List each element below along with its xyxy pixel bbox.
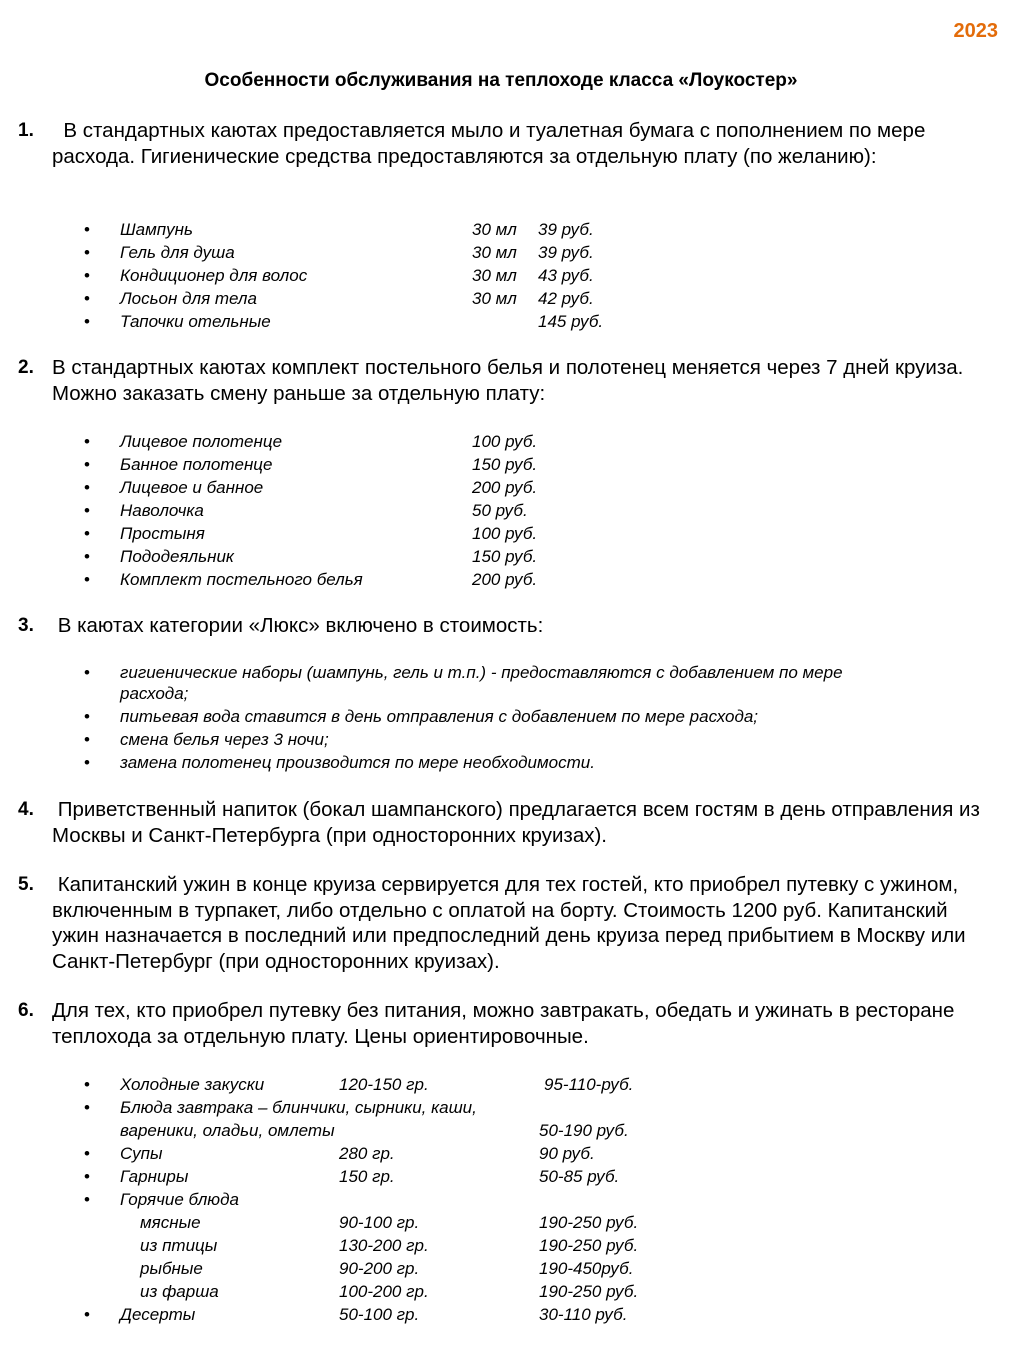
item-name: из птицы <box>140 1236 218 1255</box>
linen-list <box>84 430 984 591</box>
item-volume: 30 мл <box>472 266 517 285</box>
bullet-icon: • <box>84 289 90 308</box>
sub-item <box>84 1257 984 1280</box>
section-text: Для тех, кто приобрел путевку без питания, можно завтракать, обедать и ужинать в ресторане теплохода за отдельную плату. Цены ориентировочные. <box>52 999 961 1048</box>
bullet-icon: • <box>84 432 90 451</box>
item-price: 200 руб. <box>472 570 538 589</box>
bullet-icon: • <box>84 1144 90 1163</box>
sub-item <box>84 1211 984 1234</box>
item-name: Кондиционер для волос <box>120 266 308 285</box>
list-item <box>84 499 984 522</box>
item-price: 90 руб. <box>539 1144 595 1163</box>
item-name: Лосьон для тела <box>120 289 257 308</box>
item-text: смена белья через 3 ночи; <box>120 730 329 749</box>
item-weight: 150 гр. <box>339 1167 395 1186</box>
section-text: Капитанский ужин в конце круиза сервируется для тех гостей, кто приобрел путевку с ужином, включенным в турпакет, либо отдельно с оплатой на борту. Стоимость 1200 руб. Капитанский ужин назначается в последний или предпоследний день круиза перед прибытием в Москву или Санкт-Петербург (при односторонних круизах). <box>52 873 972 973</box>
section-5 <box>18 872 993 974</box>
list-item <box>84 662 914 704</box>
list-item <box>84 706 914 727</box>
lux-list <box>84 662 914 775</box>
bullet-icon: • <box>84 220 90 239</box>
item-price: 190-250 руб. <box>539 1213 639 1232</box>
item-name: Гель для душа <box>120 243 235 262</box>
item-name: Простыня <box>120 524 205 543</box>
list-item <box>84 1096 984 1119</box>
bullet-icon: • <box>84 1098 90 1117</box>
bullet-icon: • <box>84 730 90 749</box>
item-volume: 30 мл <box>472 289 517 308</box>
item-volume: 30 мл <box>472 220 517 239</box>
item-price: 43 руб. <box>538 266 594 285</box>
item-name: Горячие блюда <box>120 1190 239 1209</box>
list-item <box>84 1303 984 1326</box>
list-item <box>84 310 984 333</box>
item-price: 50-190 руб. <box>539 1121 629 1140</box>
item-price: 42 руб. <box>538 289 594 308</box>
item-weight: 280 гр. <box>339 1144 395 1163</box>
bullet-icon: • <box>84 1305 90 1324</box>
section-number: 6. <box>18 1000 34 1021</box>
sub-item <box>84 1280 984 1303</box>
item-name: Супы <box>120 1144 163 1163</box>
list-item <box>84 545 984 568</box>
item-name: Гарниры <box>120 1167 189 1186</box>
bullet-icon: • <box>84 524 90 543</box>
section-number: 3. <box>18 615 34 636</box>
item-name: из фарша <box>140 1282 219 1301</box>
item-text: гигиенические наборы (шампунь, гель и т.п.) - предоставляются с добавлением по мере расхода; <box>120 663 843 703</box>
item-name: Блюда завтрака – блинчики, сырники, каши, <box>120 1098 477 1117</box>
item-weight: 130-200 гр. <box>339 1236 429 1255</box>
item-name: Пододеяльник <box>120 547 234 566</box>
list-item <box>84 1073 984 1096</box>
item-name: вареники, оладьи, омлеты <box>120 1121 335 1140</box>
sub-item <box>84 1234 984 1257</box>
item-price: 190-250 руб. <box>539 1236 639 1255</box>
item-volume: 30 мл <box>472 243 517 262</box>
list-item <box>84 287 984 310</box>
list-item <box>84 568 984 591</box>
bullet-icon: • <box>84 478 90 497</box>
bullet-icon: • <box>84 663 90 682</box>
year-label: 2023 <box>953 20 998 42</box>
bullet-icon: • <box>84 501 90 520</box>
item-name: Холодные закуски <box>120 1075 265 1094</box>
bullet-icon: • <box>84 243 90 262</box>
item-price: 50-85 руб. <box>539 1167 620 1186</box>
bullet-icon: • <box>84 547 90 566</box>
bullet-icon: • <box>84 1190 90 1209</box>
item-name: Наволочка <box>120 501 204 520</box>
item-name: мясные <box>140 1213 201 1232</box>
item-name: Лицевое и банное <box>120 478 264 497</box>
item-price: 39 руб. <box>538 243 594 262</box>
item-weight: 100-200 гр. <box>339 1282 429 1301</box>
item-price: 190-250 руб. <box>539 1282 639 1301</box>
item-name: Лицевое полотенце <box>120 432 283 451</box>
section-2 <box>18 355 993 406</box>
bullet-icon: • <box>84 312 90 331</box>
section-text: В каютах категории «Люкс» включено в стоимость: <box>52 614 544 637</box>
list-item <box>84 729 914 750</box>
item-price: 30-110 руб. <box>539 1305 628 1324</box>
bullet-icon: • <box>84 753 90 772</box>
item-weight: 120-150 гр. <box>339 1075 429 1094</box>
bullet-icon: • <box>84 707 90 726</box>
bullet-icon: • <box>84 1075 90 1094</box>
section-text: В стандартных каютах предоставляется мыло и туалетная бумага с пополнением по мере расхода. Гигиенические средства предоставляются за отдельную плату (по желанию): <box>52 119 932 168</box>
item-price: 50 руб. <box>472 501 528 520</box>
list-item <box>84 1165 984 1188</box>
section-4 <box>18 797 993 848</box>
item-name: рыбные <box>140 1259 203 1278</box>
hygiene-list <box>84 218 984 333</box>
item-price: 39 руб. <box>538 220 594 239</box>
item-price: 95-110-руб. <box>544 1075 634 1094</box>
section-6 <box>18 998 993 1049</box>
item-price: 190-450руб. <box>539 1259 634 1278</box>
bullet-icon: • <box>84 1167 90 1186</box>
item-name: Комплект постельного белья <box>120 570 363 589</box>
item-price: 100 руб. <box>472 432 538 451</box>
bullet-icon: • <box>84 455 90 474</box>
item-price: 100 руб. <box>472 524 538 543</box>
section-number: 2. <box>18 357 34 378</box>
section-text: В стандартных каютах комплект постельного белья и полотенец меняется через 7 дней круиза. Можно заказать смену раньше за отдельную плату: <box>52 356 975 405</box>
item-text: питьевая вода ставится в день отправления с добавлением по мере расхода; <box>120 707 759 726</box>
page-title: Особенности обслуживания на теплоходе класса «Лоукостер» <box>204 70 798 91</box>
list-item <box>84 218 984 241</box>
item-price: 150 руб. <box>472 455 538 474</box>
item-name: Десерты <box>120 1305 196 1324</box>
section-3 <box>18 613 993 639</box>
list-item <box>84 752 914 773</box>
item-name: Тапочки отельные <box>120 312 271 331</box>
item-weight: 90-100 гр. <box>339 1213 420 1232</box>
list-item <box>84 522 984 545</box>
list-item <box>84 430 984 453</box>
menu-list <box>84 1073 984 1326</box>
list-item <box>84 241 984 264</box>
section-number: 5. <box>18 874 34 895</box>
bullet-icon: • <box>84 266 90 285</box>
bullet-icon: • <box>84 570 90 589</box>
list-item <box>84 453 984 476</box>
section-number: 4. <box>18 799 34 820</box>
item-weight: 90-200 гр. <box>339 1259 420 1278</box>
section-number: 1. <box>18 120 34 141</box>
list-item <box>84 1188 984 1211</box>
section-text: Приветственный напиток (бокал шампанского) предлагается всем гостям в день отправления из Москвы и Санкт-Петербурга (при односторонних круизах). <box>52 798 986 847</box>
list-item <box>84 476 984 499</box>
item-weight: 50-100 гр. <box>339 1305 420 1324</box>
item-price: 150 руб. <box>472 547 538 566</box>
item-name: Банное полотенце <box>120 455 273 474</box>
section-1 <box>18 118 993 169</box>
list-item-continued <box>84 1119 984 1142</box>
item-text: замена полотенец производится по мере необходимости. <box>120 753 595 772</box>
item-price: 200 руб. <box>472 478 538 497</box>
item-price: 145 руб. <box>538 312 604 331</box>
item-name: Шампунь <box>120 220 193 239</box>
list-item <box>84 1142 984 1165</box>
list-item <box>84 264 984 287</box>
